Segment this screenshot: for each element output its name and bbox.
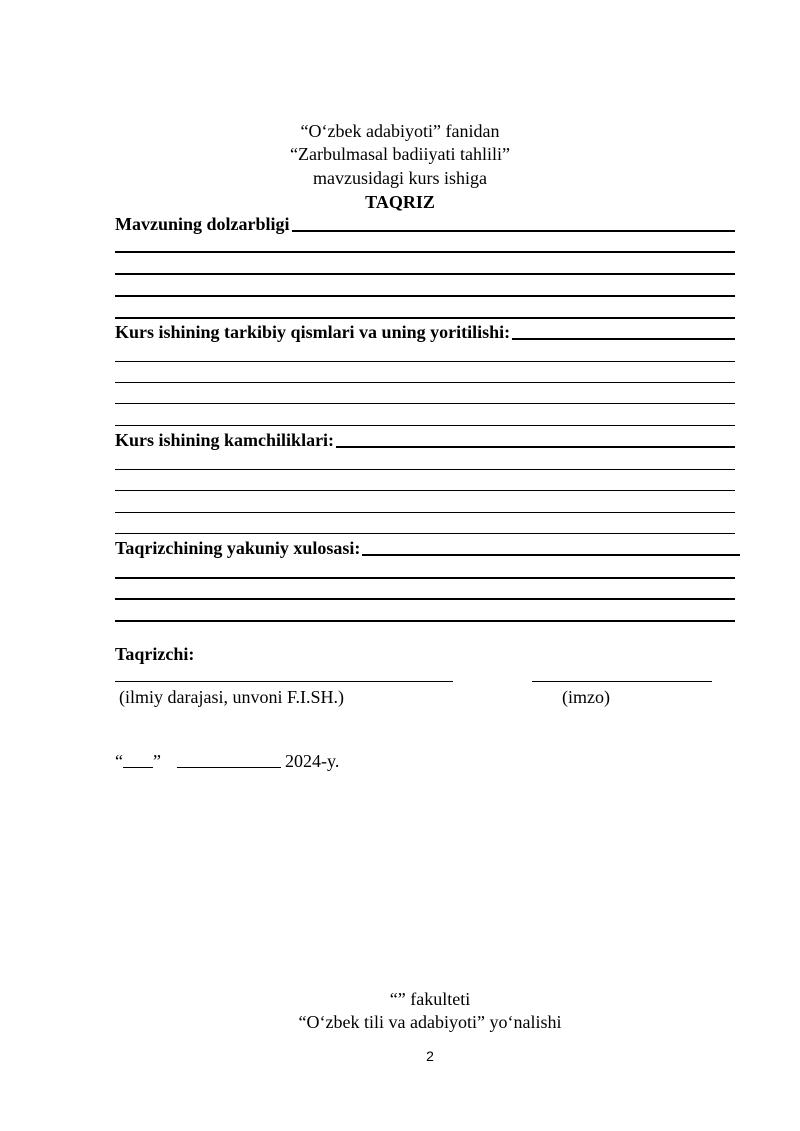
section-label: Taqrizchining yakuniy xulosasi: bbox=[115, 538, 361, 558]
answer-line[interactable] bbox=[115, 598, 735, 600]
reviewer-name-caption: (ilmiy darajasi, unvoni F.I.SH.) bbox=[119, 687, 345, 707]
document-title: TAQRIZ bbox=[365, 192, 435, 212]
section-structure bbox=[115, 321, 735, 343]
date-open-quote: “ bbox=[115, 751, 123, 771]
answer-line[interactable] bbox=[115, 425, 735, 426]
reviewer-name-line[interactable] bbox=[115, 681, 453, 682]
answer-line[interactable] bbox=[115, 382, 735, 383]
date-line bbox=[115, 750, 339, 772]
answer-line[interactable] bbox=[362, 554, 740, 556]
answer-line[interactable] bbox=[115, 533, 735, 534]
answer-line[interactable] bbox=[115, 469, 735, 470]
date-close-quote: ” bbox=[153, 751, 161, 771]
month-blank[interactable] bbox=[177, 767, 281, 768]
direction-line: “O‘zbek tili va adabiyoti” yo‘nalishi bbox=[298, 1012, 562, 1032]
answer-line[interactable] bbox=[512, 338, 735, 340]
answer-line[interactable] bbox=[115, 512, 735, 513]
answer-line[interactable] bbox=[115, 403, 735, 404]
answer-line[interactable] bbox=[292, 230, 735, 232]
answer-line[interactable] bbox=[115, 273, 735, 275]
section-shortcomings bbox=[115, 429, 735, 451]
answer-line[interactable] bbox=[336, 446, 735, 448]
answer-line[interactable] bbox=[115, 361, 735, 362]
section-label: Mavzuning dolzarbligi bbox=[115, 214, 290, 234]
answer-line[interactable] bbox=[115, 317, 735, 319]
signature-line[interactable] bbox=[532, 681, 712, 682]
answer-line[interactable] bbox=[115, 620, 735, 622]
faculty-line: “” fakulteti bbox=[389, 989, 471, 1009]
topic-line: “Zarbulmasal badiiyati tahlili” bbox=[290, 144, 510, 164]
reviewer-label: Taqrizchi: bbox=[115, 644, 195, 664]
page-number: 2 bbox=[426, 1048, 434, 1064]
section-label: Kurs ishining kamchiliklari: bbox=[115, 430, 335, 450]
section-label: Kurs ishining tarkibiy qismlari va uning yoritilishi: bbox=[115, 322, 511, 342]
subject-line: “O‘zbek adabiyoti” fanidan bbox=[300, 121, 500, 141]
day-blank[interactable] bbox=[123, 767, 153, 768]
answer-line[interactable] bbox=[115, 577, 735, 579]
course-work-line: mavzusidagi kurs ishiga bbox=[313, 168, 487, 188]
answer-line[interactable] bbox=[115, 490, 735, 491]
date-year: 2024-y. bbox=[285, 751, 340, 771]
section-conclusion bbox=[115, 537, 740, 559]
answer-line[interactable] bbox=[115, 295, 735, 297]
signature-caption: (imzo) bbox=[562, 687, 610, 707]
answer-line[interactable] bbox=[115, 251, 735, 253]
section-relevance bbox=[115, 213, 735, 235]
